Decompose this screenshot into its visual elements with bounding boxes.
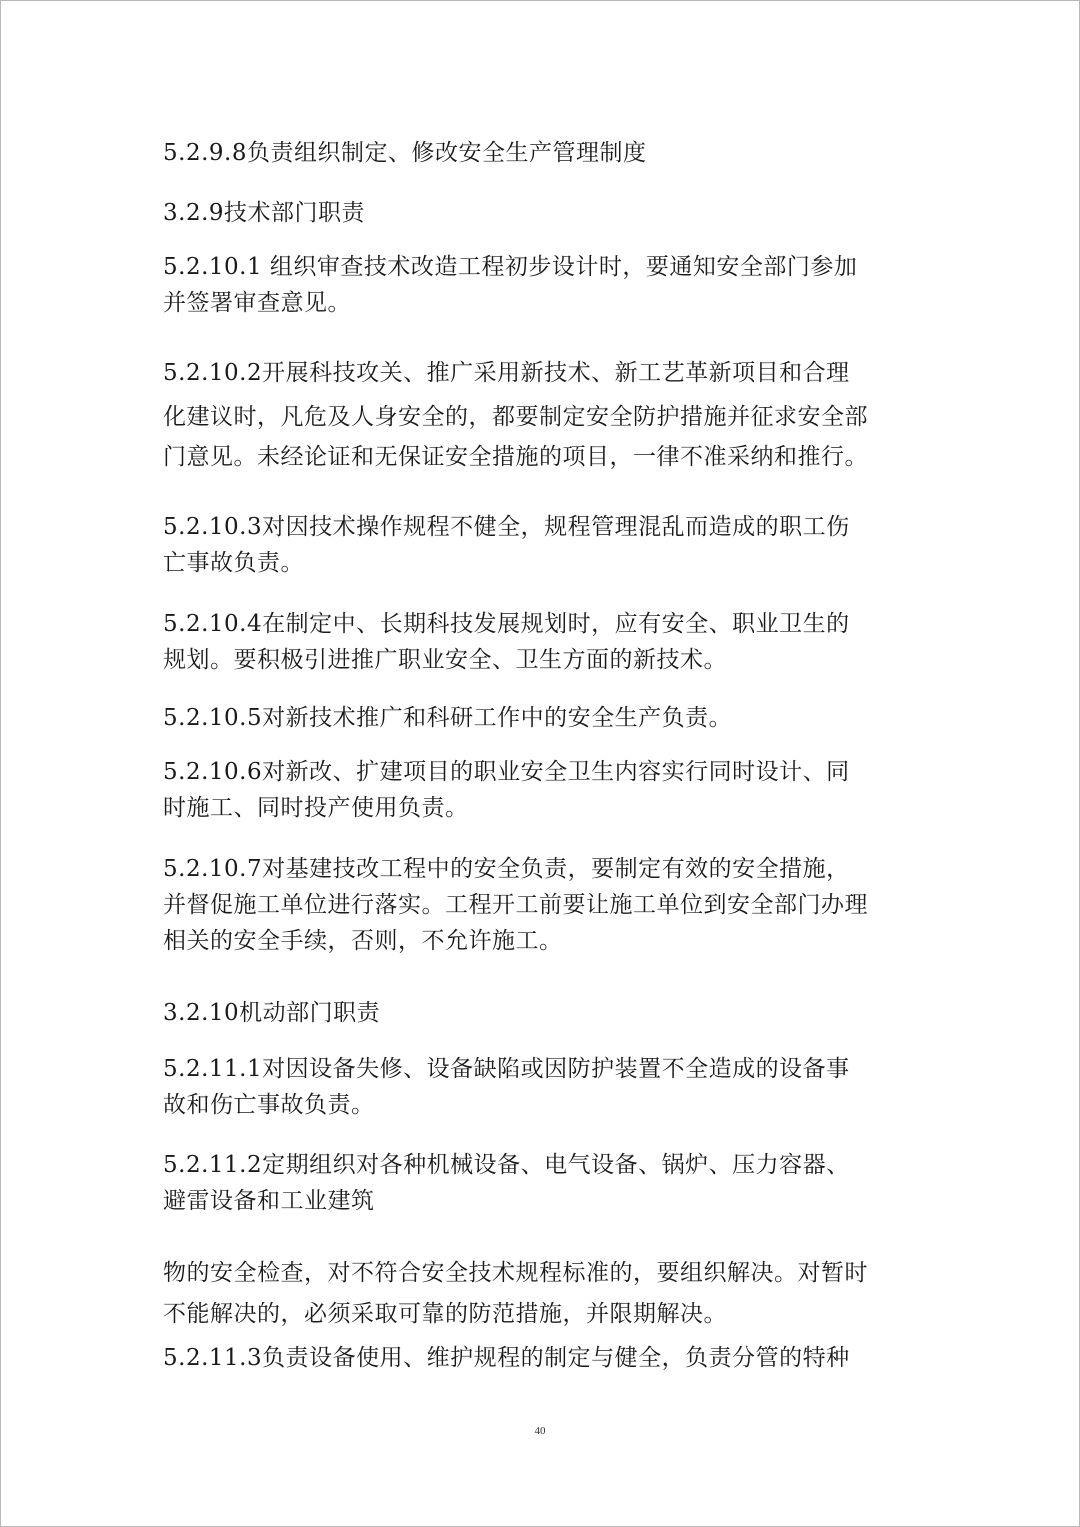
text-line: 5.2.10.5对新技术推广和科研工作中的安全生产负责。	[163, 705, 733, 731]
text-line: 化建议时，凡危及人身安全的，都要制定安全防护措施并征求安全部	[163, 404, 868, 430]
paragraph-5-2-10-7	[163, 851, 923, 959]
text-line: 避雷设备和工业建筑	[163, 1188, 375, 1214]
text-line: 门意见。未经论证和无保证安全措施的项目，一律不准采纳和推行。	[163, 444, 868, 470]
page-number: 40	[534, 1425, 546, 1437]
text-line: 3.2.9技术部门职责	[163, 200, 366, 226]
paragraph-continuation	[163, 1250, 923, 1332]
section-heading-3-2-10	[163, 995, 923, 1031]
paragraph-5-2-11-1	[163, 1051, 923, 1123]
page-content	[163, 127, 923, 1376]
text-line: 并签署审查意见。	[163, 290, 351, 316]
text-line: 相关的安全手续，否则，不允许施工。	[163, 928, 563, 954]
text-line: 5.2.10.6对新改、扩建项目的职业安全卫生内容实行同时设计、同	[163, 759, 850, 785]
paragraph-5-2-10-6	[163, 754, 923, 826]
paragraph-5-2-10-3	[163, 509, 923, 581]
text-line: 并督促施工单位进行落实。工程开工前要让施工单位到安全部门办理	[163, 892, 868, 918]
paragraph-5-2-10-1	[163, 249, 923, 321]
text-line: 5.2.11.2定期组织对各种机械设备、电气设备、锅炉、压力容器、	[163, 1152, 850, 1178]
section-heading-3-2-9	[163, 195, 923, 231]
text-line: 3.2.10机动部门职责	[163, 1000, 381, 1026]
text-line: 5.2.10.3对因技术操作规程不健全，规程管理混乱而造成的职工伤	[163, 514, 850, 540]
text-line: 5.2.11.1对因设备失修、设备缺陷或因防护装置不全造成的设备事	[163, 1056, 850, 1082]
paragraph-5-2-10-4	[163, 606, 923, 678]
text-line: 5.2.10.4在制定中、长期科技发展规划时，应有安全、职业卫生的	[163, 611, 850, 637]
text-line: 5.2.10.7对基建技改工程中的安全负责，要制定有效的安全措施，	[163, 856, 850, 882]
paragraph-5-2-11-3	[163, 1340, 923, 1376]
paragraph-5-2-10-5	[163, 700, 923, 736]
paragraph-5-2-11-2	[163, 1147, 923, 1219]
text-line: 5.2.10.2开展科技攻关、推广采用新技术、新工艺革新项目和合理	[163, 360, 850, 386]
text-line: 规划。要积极引进推广职业安全、卫生方面的新技术。	[163, 647, 727, 673]
text-line: 亡事故负责。	[163, 550, 304, 576]
text-line: 故和伤亡事故负责。	[163, 1092, 375, 1118]
text-line: 5.2.10.1 组织审查技术改造工程初步设计时，要通知安全部门参加	[163, 254, 858, 280]
text-line: 时施工、同时投产使用负责。	[163, 795, 469, 821]
paragraph-5-2-9-8	[163, 135, 923, 171]
paragraph-5-2-10-2	[163, 351, 923, 475]
text-line: 5.2.11.3负责设备使用、维护规程的制定与健全，负责分管的特种	[163, 1345, 850, 1371]
text-line: 不能解决的，必须采取可靠的防范措施，并限期解决。	[163, 1301, 727, 1327]
text-line: 物的安全检查，对不符合安全技术规程标准的，要组织解决。对暂时	[163, 1260, 868, 1286]
text-line: 5.2.9.8负责组织制定、修改安全生产管理制度	[163, 140, 647, 166]
